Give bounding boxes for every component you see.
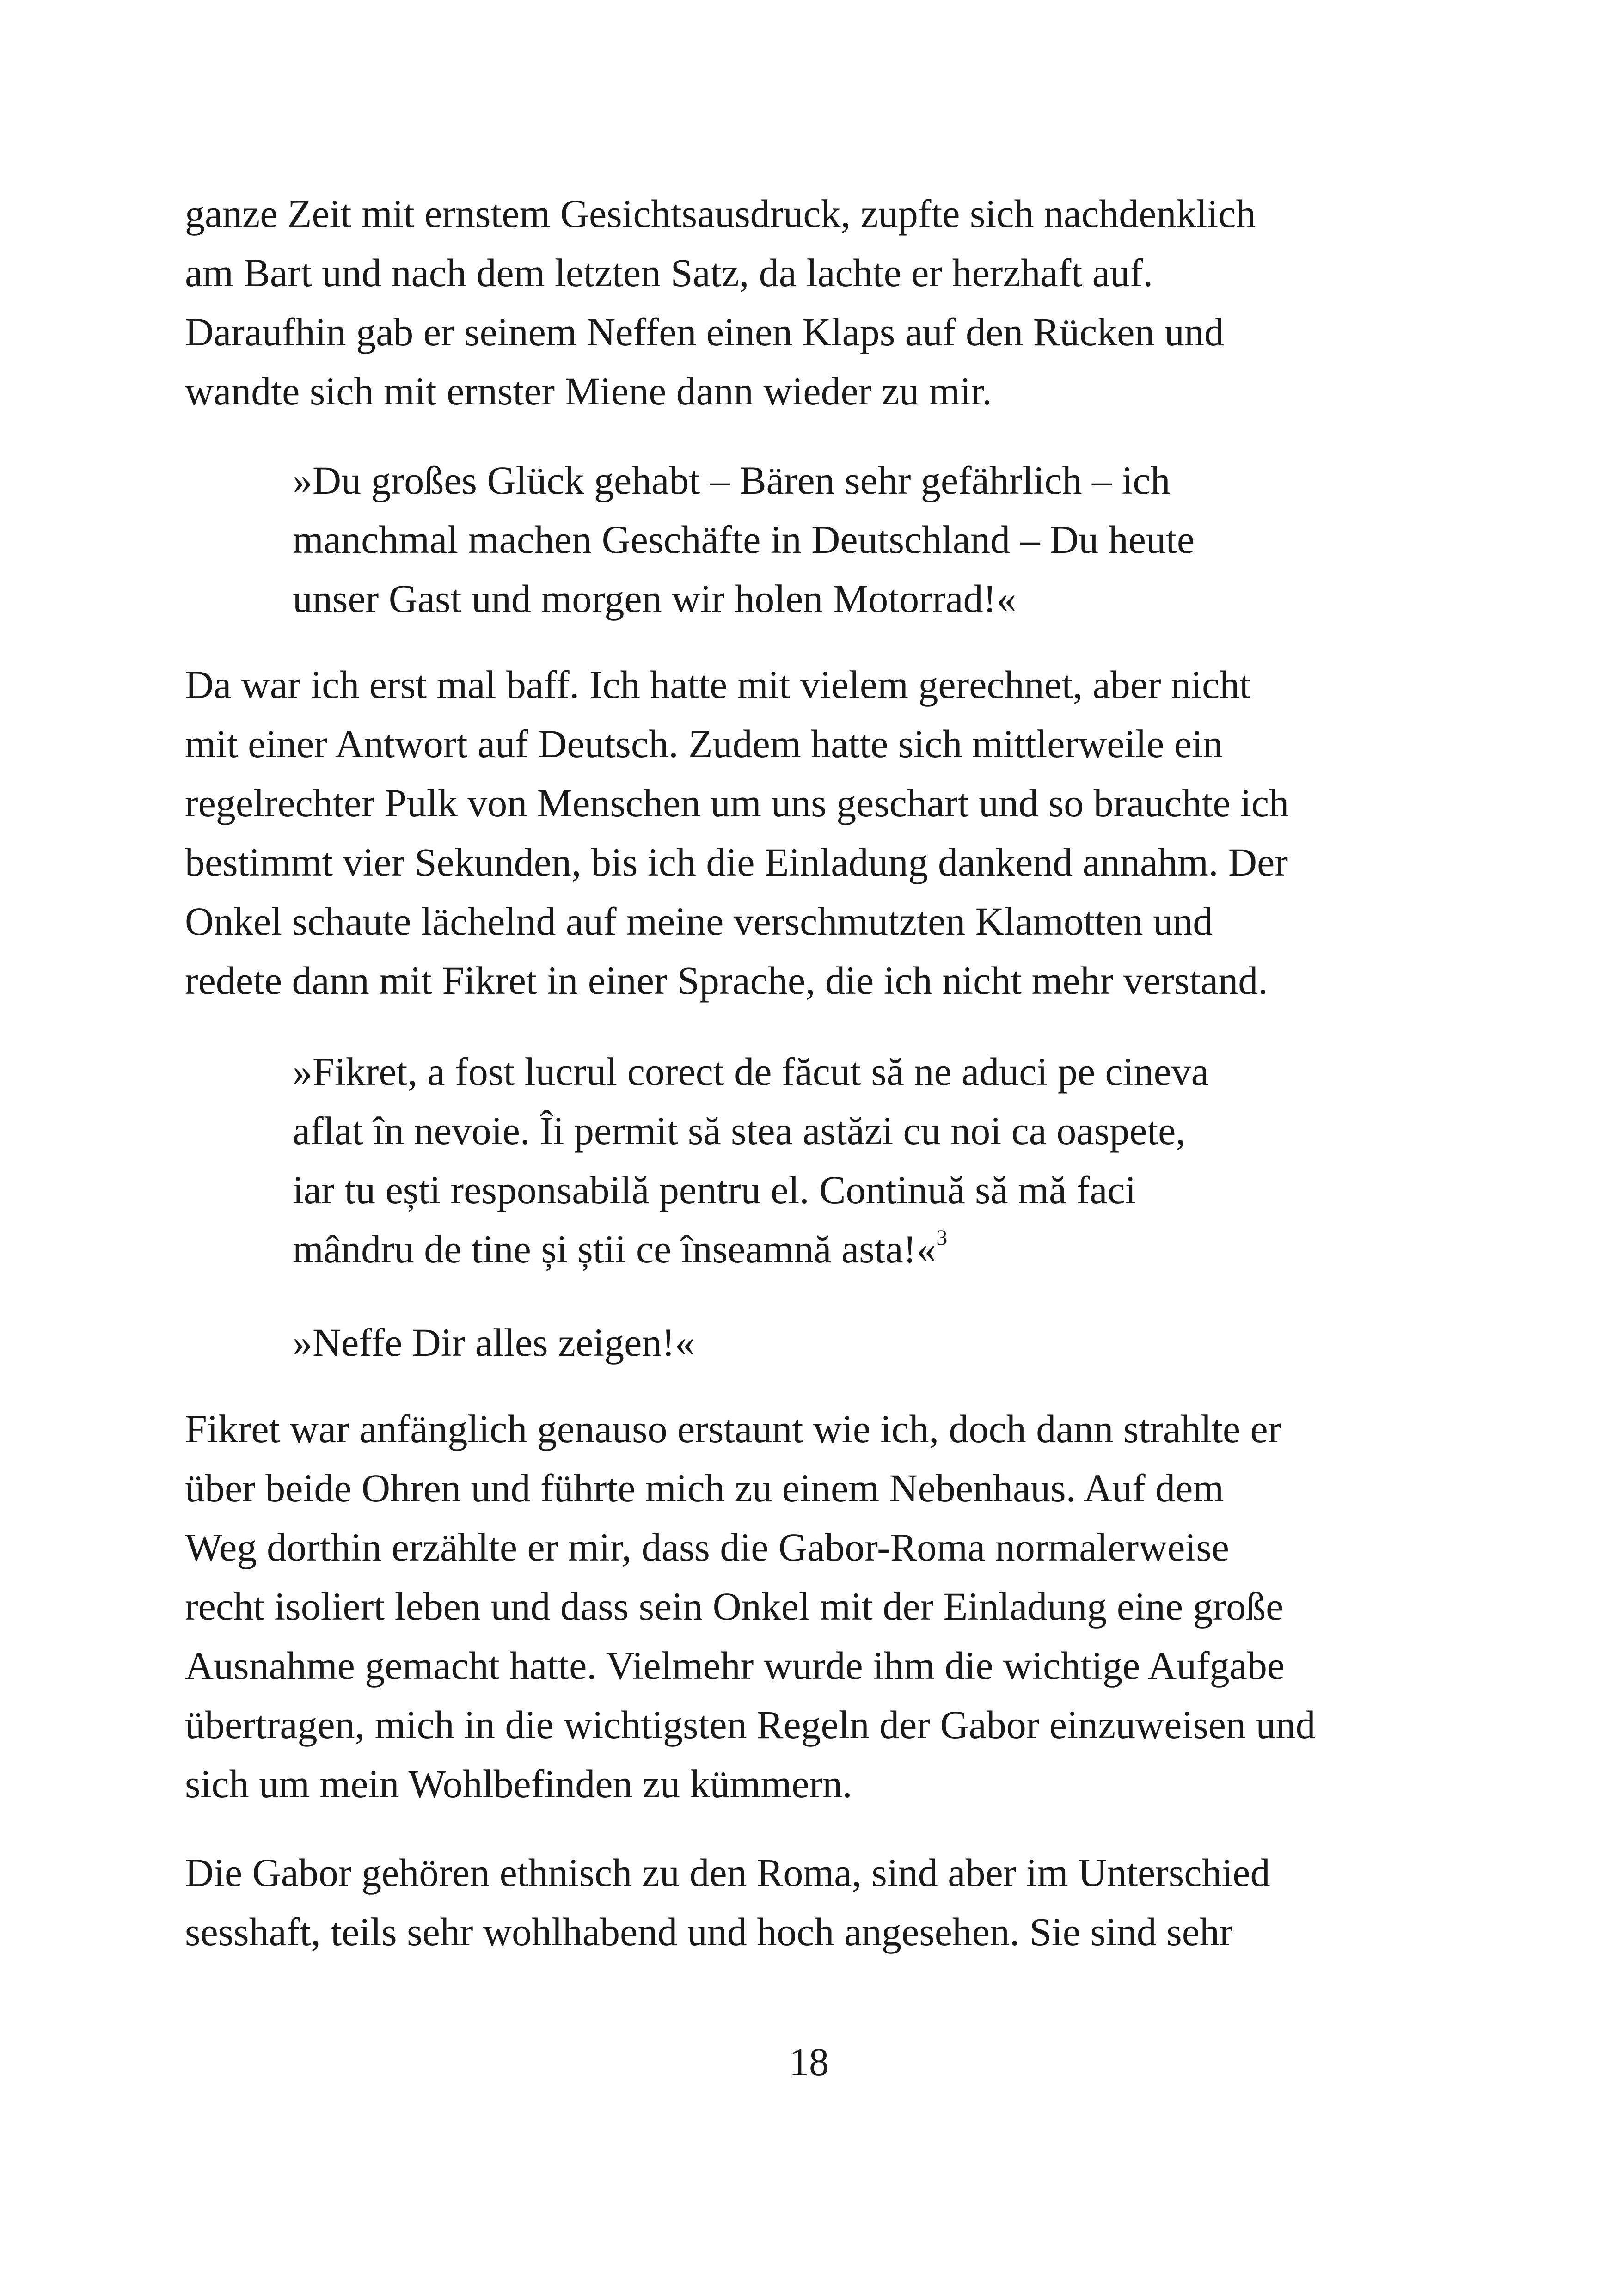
text-line: aflat în nevoie. Îi permit să stea astăzi cu noi ca oaspete, bbox=[293, 1108, 1186, 1153]
text-line: übertragen, mich in die wichtigsten Regeln der Gabor einzuweisen und bbox=[185, 1702, 1316, 1747]
text-line: recht isoliert leben und dass sein Onkel mit der Einladung eine große bbox=[185, 1584, 1284, 1629]
text-line bbox=[293, 1219, 1209, 1279]
text-line: unser Gast und morgen wir holen Motorrad!« bbox=[293, 576, 1017, 621]
text-line: Da war ich erst mal baff. Ich hatte mit vielem gerechnet, aber nicht bbox=[185, 662, 1251, 707]
body-paragraph bbox=[185, 184, 1256, 421]
text-line: über beide Ohren und führte mich zu einem Nebenhaus. Auf dem bbox=[185, 1466, 1224, 1510]
text-line: Die Gabor gehören ethnisch zu den Roma, sind aber im Unterschied bbox=[185, 1850, 1270, 1895]
text-line: »Neffe Dir alles zeigen!« bbox=[293, 1320, 695, 1365]
text-line: iar tu ești responsabilă pentru el. Continuă să mă faci bbox=[293, 1168, 1136, 1212]
body-paragraph bbox=[185, 1843, 1270, 1961]
quote-paragraph bbox=[293, 1313, 695, 1372]
text-line: »Fikret, a fost lucrul corect de făcut să ne aduci pe cineva bbox=[293, 1049, 1209, 1094]
text-line: mit einer Antwort auf Deutsch. Zudem hatte sich mittlerweile ein bbox=[185, 722, 1223, 766]
text-line: Ausnahme gemacht hatte. Vielmehr wurde ihm die wichtige Aufgabe bbox=[185, 1643, 1285, 1688]
text-line: Weg dorthin erzählte er mir, dass die Gabor-Roma normalerweise bbox=[185, 1525, 1229, 1569]
text-line: wandte sich mit ernster Miene dann wieder zu mir. bbox=[185, 369, 992, 413]
body-paragraph bbox=[185, 655, 1289, 1010]
quote-paragraph bbox=[293, 451, 1195, 628]
text-line: am Bart und nach dem letzten Satz, da lachte er herzhaft auf. bbox=[185, 251, 1153, 295]
text-line: sich um mein Wohlbefinden zu kümmern. bbox=[185, 1762, 852, 1806]
quote-paragraph bbox=[293, 1042, 1209, 1279]
text-line: Daraufhin gab er seinem Neffen einen Klaps auf den Rücken und bbox=[185, 310, 1224, 354]
text-line-content: mândru de tine și știi ce înseamnă asta!« bbox=[293, 1227, 937, 1271]
page-number: 18 bbox=[789, 2039, 829, 2084]
text-line: Fikret war anfänglich genauso erstaunt wie ich, doch dann strahlte er bbox=[185, 1407, 1281, 1451]
text-line: Onkel schaute lächelnd auf meine verschmutzten Klamotten und bbox=[185, 899, 1213, 943]
text-line: redete dann mit Fikret in einer Sprache, die ich nicht mehr verstand. bbox=[185, 958, 1268, 1003]
text-line: regelrechter Pulk von Menschen um uns geschart und so brauchte ich bbox=[185, 781, 1289, 825]
body-paragraph bbox=[185, 1399, 1315, 1813]
text-line: ganze Zeit mit ernstem Gesichtsausdruck, zupfte sich nachdenklich bbox=[185, 191, 1256, 236]
text-line: manchmal machen Geschäfte in Deutschland – Du heute bbox=[293, 517, 1195, 562]
text-line: bestimmt vier Sekunden, bis ich die Einladung dankend annahm. Der bbox=[185, 840, 1288, 884]
text-line: sesshaft, teils sehr wohlhabend und hoch angesehen. Sie sind sehr bbox=[185, 1910, 1233, 1954]
footnote-reference[interactable]: 3 bbox=[936, 1225, 948, 1250]
text-line: »Du großes Glück gehabt – Bären sehr gefährlich – ich bbox=[293, 458, 1171, 502]
